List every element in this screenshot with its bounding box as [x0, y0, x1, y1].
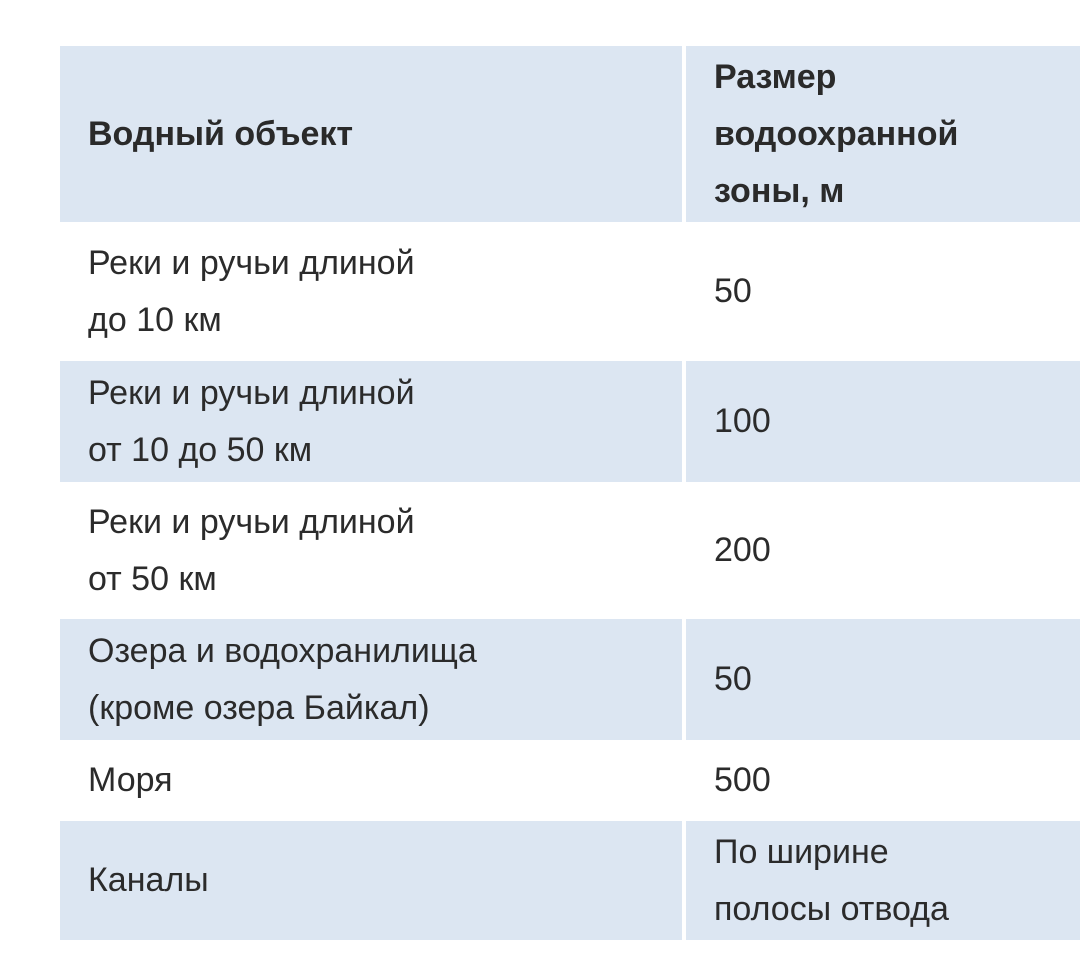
- cell-object: [60, 361, 686, 486]
- cell-size: [686, 619, 1080, 744]
- cell-size: [686, 226, 1080, 361]
- header-cell-size: [686, 46, 1080, 226]
- header-cell-object: [60, 46, 686, 226]
- cell-object: [60, 619, 686, 744]
- cell-object-line-1: Реки и ручьи длиной: [88, 502, 415, 541]
- cell-object-line-2: до 10 км: [88, 300, 222, 339]
- cell-object-line-2: от 50 км: [88, 559, 217, 598]
- cell-object-line-1: Каналы: [88, 861, 209, 899]
- cell-size-value: 50: [714, 660, 752, 698]
- table-row: [60, 226, 1080, 361]
- cell-object: [60, 744, 686, 821]
- cell-object-line-1: Реки и ручьи длиной: [88, 243, 415, 282]
- cell-size-line-1: По ширине: [714, 832, 889, 871]
- cell-object-line-2: от 10 до 50 км: [88, 430, 313, 469]
- cell-object: [60, 486, 686, 619]
- header-size-line-2: водоохранной: [714, 114, 959, 153]
- table-row: [60, 821, 1080, 944]
- table-row: [60, 486, 1080, 619]
- header-size-line-3: зоны, м: [714, 171, 845, 210]
- cell-size-value: 50: [714, 272, 752, 310]
- table-row: [60, 619, 1080, 744]
- table-row: [60, 361, 1080, 486]
- cell-object: [60, 226, 686, 361]
- cell-size: [686, 361, 1080, 486]
- cell-size: [686, 821, 1080, 944]
- cell-object: [60, 821, 686, 944]
- table-header-row: [60, 46, 1080, 226]
- cell-object-line-2: (кроме озера Байкал): [88, 688, 430, 727]
- cell-object-line-1: Реки и ручьи длиной: [88, 373, 415, 412]
- cell-size-value: 100: [714, 402, 771, 440]
- header-object-text: Водный объект: [88, 114, 354, 153]
- cell-object-line-1: Озера и водохранилища: [88, 631, 477, 670]
- cell-size-value: 500: [714, 761, 771, 799]
- cell-size: [686, 486, 1080, 619]
- cell-size-line-2: полосы отвода: [714, 889, 949, 928]
- cell-object-line-1: Моря: [88, 761, 173, 799]
- header-size-line-1: Размер: [714, 57, 837, 96]
- cell-size: [686, 744, 1080, 821]
- table-row: [60, 744, 1080, 821]
- water-protection-zone-table: [60, 46, 1080, 944]
- cell-size-value: 200: [714, 531, 771, 569]
